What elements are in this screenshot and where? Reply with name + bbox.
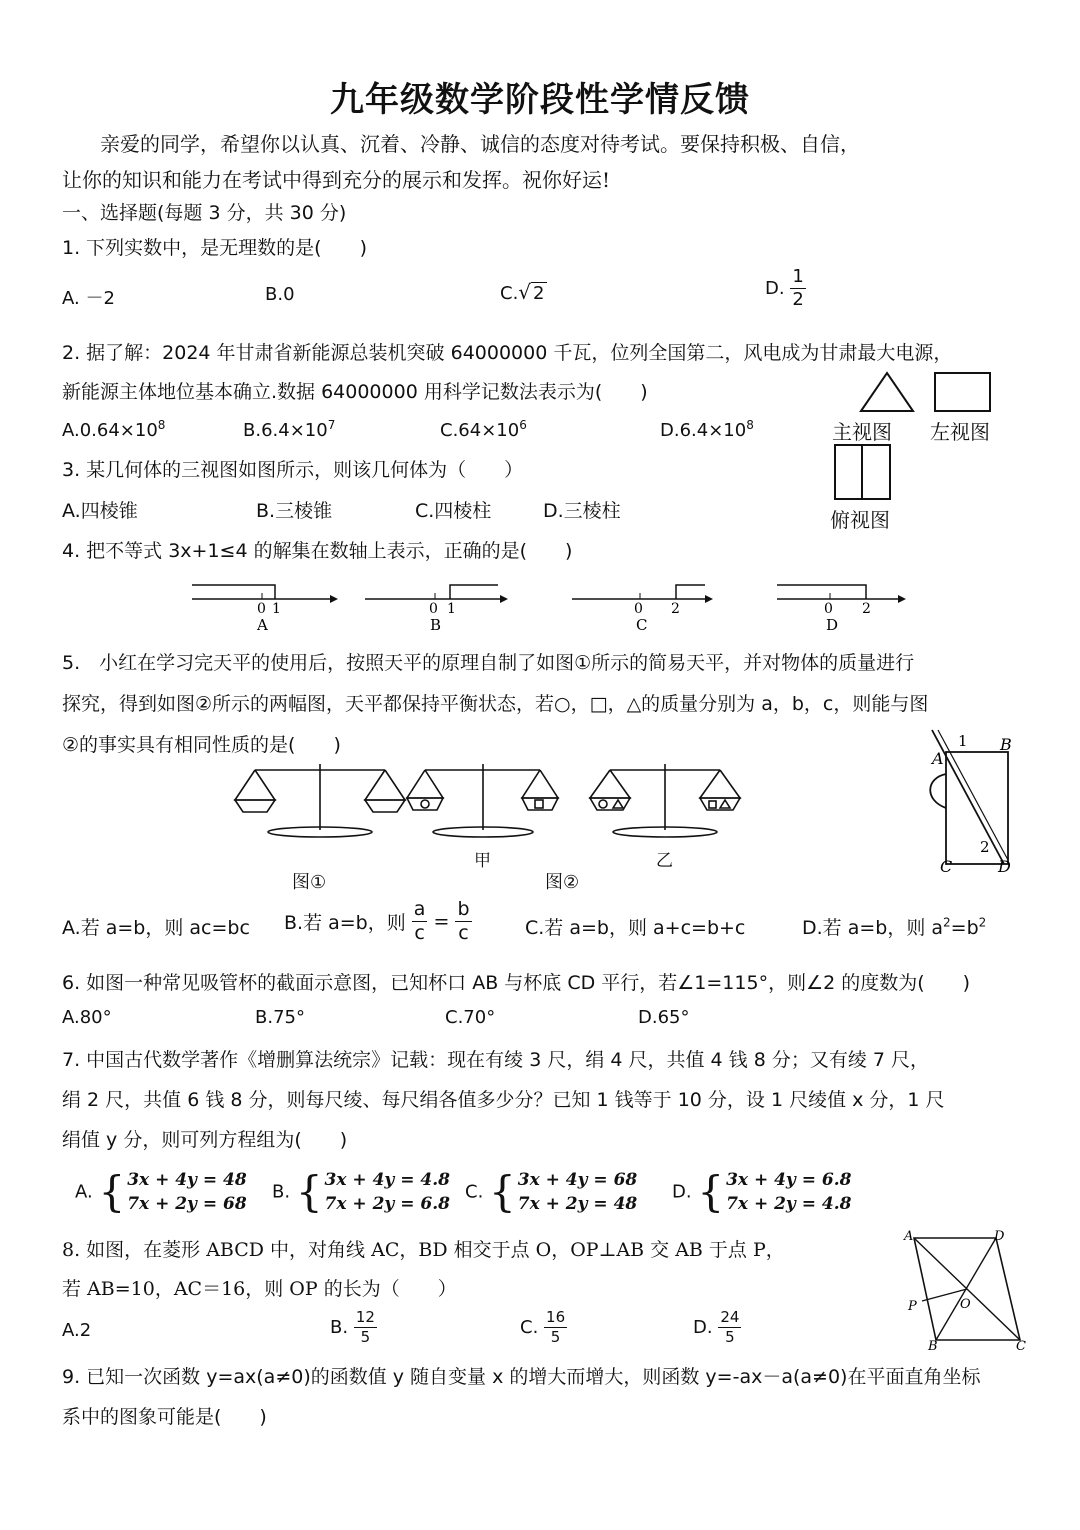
- q9-line-2: 系中的图象可能是( ): [62, 1406, 267, 1428]
- balance-scale-yi: [590, 764, 740, 837]
- q8-option-a[interactable]: A.2: [62, 1320, 92, 1341]
- page-title: 九年级数学阶段性学情反馈: [330, 80, 750, 120]
- label-yi: 乙: [656, 851, 673, 871]
- q2-d-base: D.6.4×10: [660, 420, 747, 441]
- number-line-d[interactable]: [777, 585, 906, 634]
- balance-scale-1: [235, 764, 405, 837]
- q8-option-b[interactable]: [330, 1310, 377, 1345]
- fraction-numerator: b: [457, 898, 470, 920]
- fraction-numerator: a: [413, 898, 426, 920]
- label-o: O: [960, 1297, 971, 1312]
- q5-d-mid: =b: [950, 917, 979, 939]
- q1-option-b[interactable]: B.0: [265, 284, 295, 305]
- q3-stem: 3. 某几何体的三视图如图所示，则该几何体为（ ）: [62, 459, 524, 481]
- front-view-label: 主视图: [832, 420, 892, 444]
- fraction-numerator: 16: [546, 1308, 566, 1326]
- q5-d-sup-1: 2: [943, 915, 951, 930]
- q2-option-b[interactable]: [243, 418, 335, 441]
- fraction-denominator: 5: [725, 1328, 735, 1346]
- equation-system: [726, 1168, 851, 1216]
- label-b: B: [1000, 735, 1012, 754]
- q4-stem: 4. 把不等式 3x+1≤4 的解集在数轴上表示，正确的是( ): [62, 540, 573, 562]
- straw-cup-figure: [918, 728, 1028, 878]
- label-b: B: [928, 1339, 938, 1352]
- q8-c-label: C.: [520, 1317, 539, 1338]
- fraction-denominator: c: [414, 922, 425, 944]
- equation-1: 3x + 4y = 68: [517, 1170, 638, 1190]
- rhombus-figure: [898, 1226, 1028, 1352]
- cup-handle: [930, 774, 946, 808]
- q1-stem: 1. 下列实数中，是无理数的是( ): [62, 237, 367, 259]
- q7-d-label: D.: [672, 1181, 692, 1203]
- label-a: A: [932, 749, 944, 768]
- straw-line-2: [938, 730, 1008, 860]
- line-label: D: [826, 616, 839, 634]
- q8-d-label: D.: [693, 1317, 713, 1338]
- q8-option-c[interactable]: [520, 1310, 567, 1345]
- q2-option-a[interactable]: [62, 418, 165, 441]
- label-jia: 甲: [474, 851, 491, 871]
- brace-icon: {: [295, 1167, 323, 1216]
- q5-b-fraction-1: [412, 900, 428, 943]
- left-view-rectangle: [935, 373, 990, 411]
- q3-option-a[interactable]: A.四棱锥: [62, 500, 138, 522]
- q2-line-2: 新能源主体地位基本确立.数据 64000000 用科学记数法表示为( ): [62, 381, 648, 403]
- q1-option-d[interactable]: [765, 268, 806, 309]
- label-d: D: [994, 1229, 1005, 1244]
- section-heading: 一、选择题(每题 3 分，共 30 分): [62, 202, 347, 224]
- equation-2: 7x + 2y = 4.8: [726, 1194, 852, 1214]
- q5-line-2: 探究，得到如图②所示的两幅图，天平都保持平衡状态，若○，□，△的质量分别为 a，b，c，则能与图: [62, 693, 929, 715]
- q8-c-fraction: [544, 1310, 567, 1345]
- fraction-denominator: c: [458, 922, 469, 944]
- tick-0: 0: [429, 601, 438, 617]
- q1-option-c-radicand: 2: [533, 283, 545, 304]
- balance-scales-figure: [225, 760, 785, 885]
- tick-1: 1: [447, 601, 456, 617]
- label-a: A: [904, 1229, 914, 1244]
- q6-option-a[interactable]: A.80°: [62, 1007, 112, 1028]
- q6-option-b[interactable]: B.75°: [255, 1007, 305, 1028]
- sqrt-symbol: √: [518, 280, 532, 304]
- q7-option-b[interactable]: [272, 1168, 450, 1216]
- q2-option-d[interactable]: [660, 418, 754, 441]
- label-d: D: [998, 857, 1011, 876]
- q8-line-1: 8. 如图，在菱形 ABCD 中，对角线 AC，BD 相交于点 O，OP⊥AB 交 AB 于点 P，: [62, 1239, 785, 1261]
- q5-option-d[interactable]: [802, 913, 986, 940]
- fraction-numerator: 1: [792, 266, 804, 287]
- line-label: C: [636, 616, 648, 634]
- cup-outline: [946, 752, 1008, 864]
- angle-1-label: 1: [958, 732, 968, 750]
- equals-sign: =: [433, 910, 450, 933]
- fraction-numerator: 12: [355, 1308, 375, 1326]
- q1-option-c[interactable]: [500, 280, 547, 304]
- q2-a-base: A.0.64×10: [62, 420, 158, 441]
- q7-option-d[interactable]: [672, 1168, 851, 1216]
- q5-b-prefix: B.若 a=b，则: [284, 912, 406, 934]
- q3-option-d[interactable]: D.三棱柱: [543, 500, 621, 522]
- q7-c-label: C.: [465, 1181, 484, 1203]
- equation-2: 7x + 2y = 6.8: [324, 1194, 450, 1214]
- q5-option-a[interactable]: A.若 a=b，则 ac=bc: [62, 917, 250, 939]
- label-p: P: [908, 1299, 917, 1314]
- q6-option-c[interactable]: C.70°: [445, 1007, 496, 1028]
- q7-line-2: 绢 2 尺，共值 6 钱 8 分，则每尺绫、每尺绢各值多少分？已知 1 钱等于 10 分，设 1 尺绫值 x 分，1 尺: [62, 1089, 945, 1111]
- q6-option-d[interactable]: D.65°: [638, 1007, 690, 1028]
- fig1-caption: 图①: [292, 872, 327, 893]
- q5-d-sup-2: 2: [978, 915, 987, 930]
- fraction-denominator: 5: [550, 1328, 561, 1346]
- q5-d-base: D.若 a=b，则 a: [802, 917, 944, 939]
- angle-2-label: 2: [980, 838, 990, 856]
- intro-line-2: 让你的知识和能力在考试中得到充分的展示和发挥。祝你好运!: [62, 168, 611, 192]
- tick-1: 2: [671, 601, 680, 617]
- q5-line-3: ②的事实具有相同性质的是( ): [62, 734, 341, 756]
- q2-c-exp: 6: [519, 418, 527, 432]
- equation-2: 7x + 2y = 48: [517, 1194, 638, 1214]
- q2-line-1: 2. 据了解：2024 年甘肃省新能源总装机突破 64000000 千瓦，位列全国第二，风电成为甘肃最大电源，: [62, 342, 953, 364]
- q3-option-c[interactable]: C.四棱柱: [415, 500, 492, 522]
- q7-b-label: B.: [272, 1181, 291, 1203]
- q1-option-a[interactable]: A. －2: [62, 288, 115, 309]
- equation-2: 7x + 2y = 68: [127, 1194, 247, 1214]
- left-view-label: 左视图: [930, 420, 990, 444]
- q2-b-base: B.6.4×10: [243, 420, 328, 441]
- q5-option-c[interactable]: C.若 a=b，则 a+c=b+c: [525, 917, 746, 939]
- line-label: A: [257, 616, 268, 634]
- q3-option-b[interactable]: B.三棱锥: [256, 500, 333, 522]
- q6-stem: 6. 如图一种常见吸管杯的截面示意图，已知杯口 AB 与杯底 CD 平行，若∠1=115°，则∠2 的度数为( ): [62, 972, 971, 994]
- q7-option-a[interactable]: [75, 1168, 247, 1216]
- equation-system: [518, 1168, 638, 1216]
- tick-1: 2: [862, 601, 871, 617]
- q5-option-b[interactable]: [284, 900, 472, 943]
- q2-b-exp: 7: [327, 418, 336, 432]
- number-line-c[interactable]: [572, 585, 713, 634]
- brace-icon: {: [489, 1167, 516, 1216]
- q2-d-exp: 8: [746, 418, 754, 432]
- q2-option-c[interactable]: [440, 418, 527, 441]
- q1-option-c-prefix: C.: [500, 283, 519, 304]
- number-line-a[interactable]: [192, 585, 338, 634]
- equation-1: 3x + 4y = 48: [127, 1170, 247, 1190]
- tick-1: 1: [272, 601, 281, 617]
- q8-option-d[interactable]: [693, 1310, 741, 1345]
- q8-b-fraction: [354, 1310, 377, 1345]
- q5-line-1: 5. 小红在学习完天平的使用后，按照天平的原理自制了如图①所示的简易天平，并对物体的质量进行: [62, 652, 915, 674]
- brace-icon: {: [98, 1167, 126, 1216]
- equation-system: [325, 1168, 450, 1216]
- q1-option-d-fraction: [790, 268, 805, 309]
- balance-scale-jia: [407, 764, 558, 837]
- q8-line-2: 若 AB=10，AC＝16，则 OP 的长为（ ）: [62, 1278, 457, 1300]
- q2-a-exp: 8: [157, 418, 166, 432]
- q7-line-1: 7. 中国古代数学著作《增删算法统宗》记载：现在有绫 3 尺，绢 4 尺，共值 4 钱 8 分；又有绫 7 尺，: [62, 1049, 930, 1071]
- equation-1: 3x + 4y = 6.8: [726, 1170, 852, 1190]
- tick-0: 0: [634, 601, 643, 617]
- front-view-triangle: [861, 373, 913, 411]
- fig2-caption: 图②: [545, 872, 580, 893]
- equation-system: [127, 1168, 247, 1216]
- tick-0: 0: [824, 601, 833, 617]
- q9-line-1: 9. 已知一次函数 y=ax(a≠0)的函数值 y 随自变量 x 的增大而增大，则函数 y=-ax－a(a≠0)在平面直角坐标: [62, 1366, 981, 1388]
- line-label: B: [430, 616, 442, 634]
- q7-a-label: A.: [75, 1181, 93, 1203]
- q2-c-base: C.64×10: [440, 420, 520, 441]
- q7-option-c[interactable]: [465, 1168, 637, 1216]
- fraction-denominator: 2: [792, 289, 804, 310]
- intro-line-1: 亲爱的同学，希望你以认真、沉着、冷静、诚信的态度对待考试。要保持积极、自信，: [100, 132, 860, 156]
- label-c: C: [940, 857, 953, 876]
- brace-icon: {: [697, 1167, 725, 1216]
- number-line-b[interactable]: [365, 585, 508, 634]
- q7-line-3: 绢值 y 分，则可列方程组为( ): [62, 1129, 348, 1151]
- q5-b-fraction-2: [455, 900, 471, 943]
- fraction-denominator: 5: [360, 1328, 371, 1346]
- fraction-numerator: 24: [720, 1308, 740, 1326]
- tick-0: 0: [257, 601, 266, 617]
- q1-option-d-prefix: D.: [765, 278, 785, 299]
- q8-b-label: B.: [330, 1317, 349, 1338]
- label-c: C: [1016, 1339, 1026, 1352]
- top-view-label: 俯视图: [830, 508, 890, 532]
- number-lines-figure: [180, 575, 920, 635]
- equation-1: 3x + 4y = 4.8: [324, 1170, 450, 1190]
- q8-d-fraction: [718, 1310, 741, 1345]
